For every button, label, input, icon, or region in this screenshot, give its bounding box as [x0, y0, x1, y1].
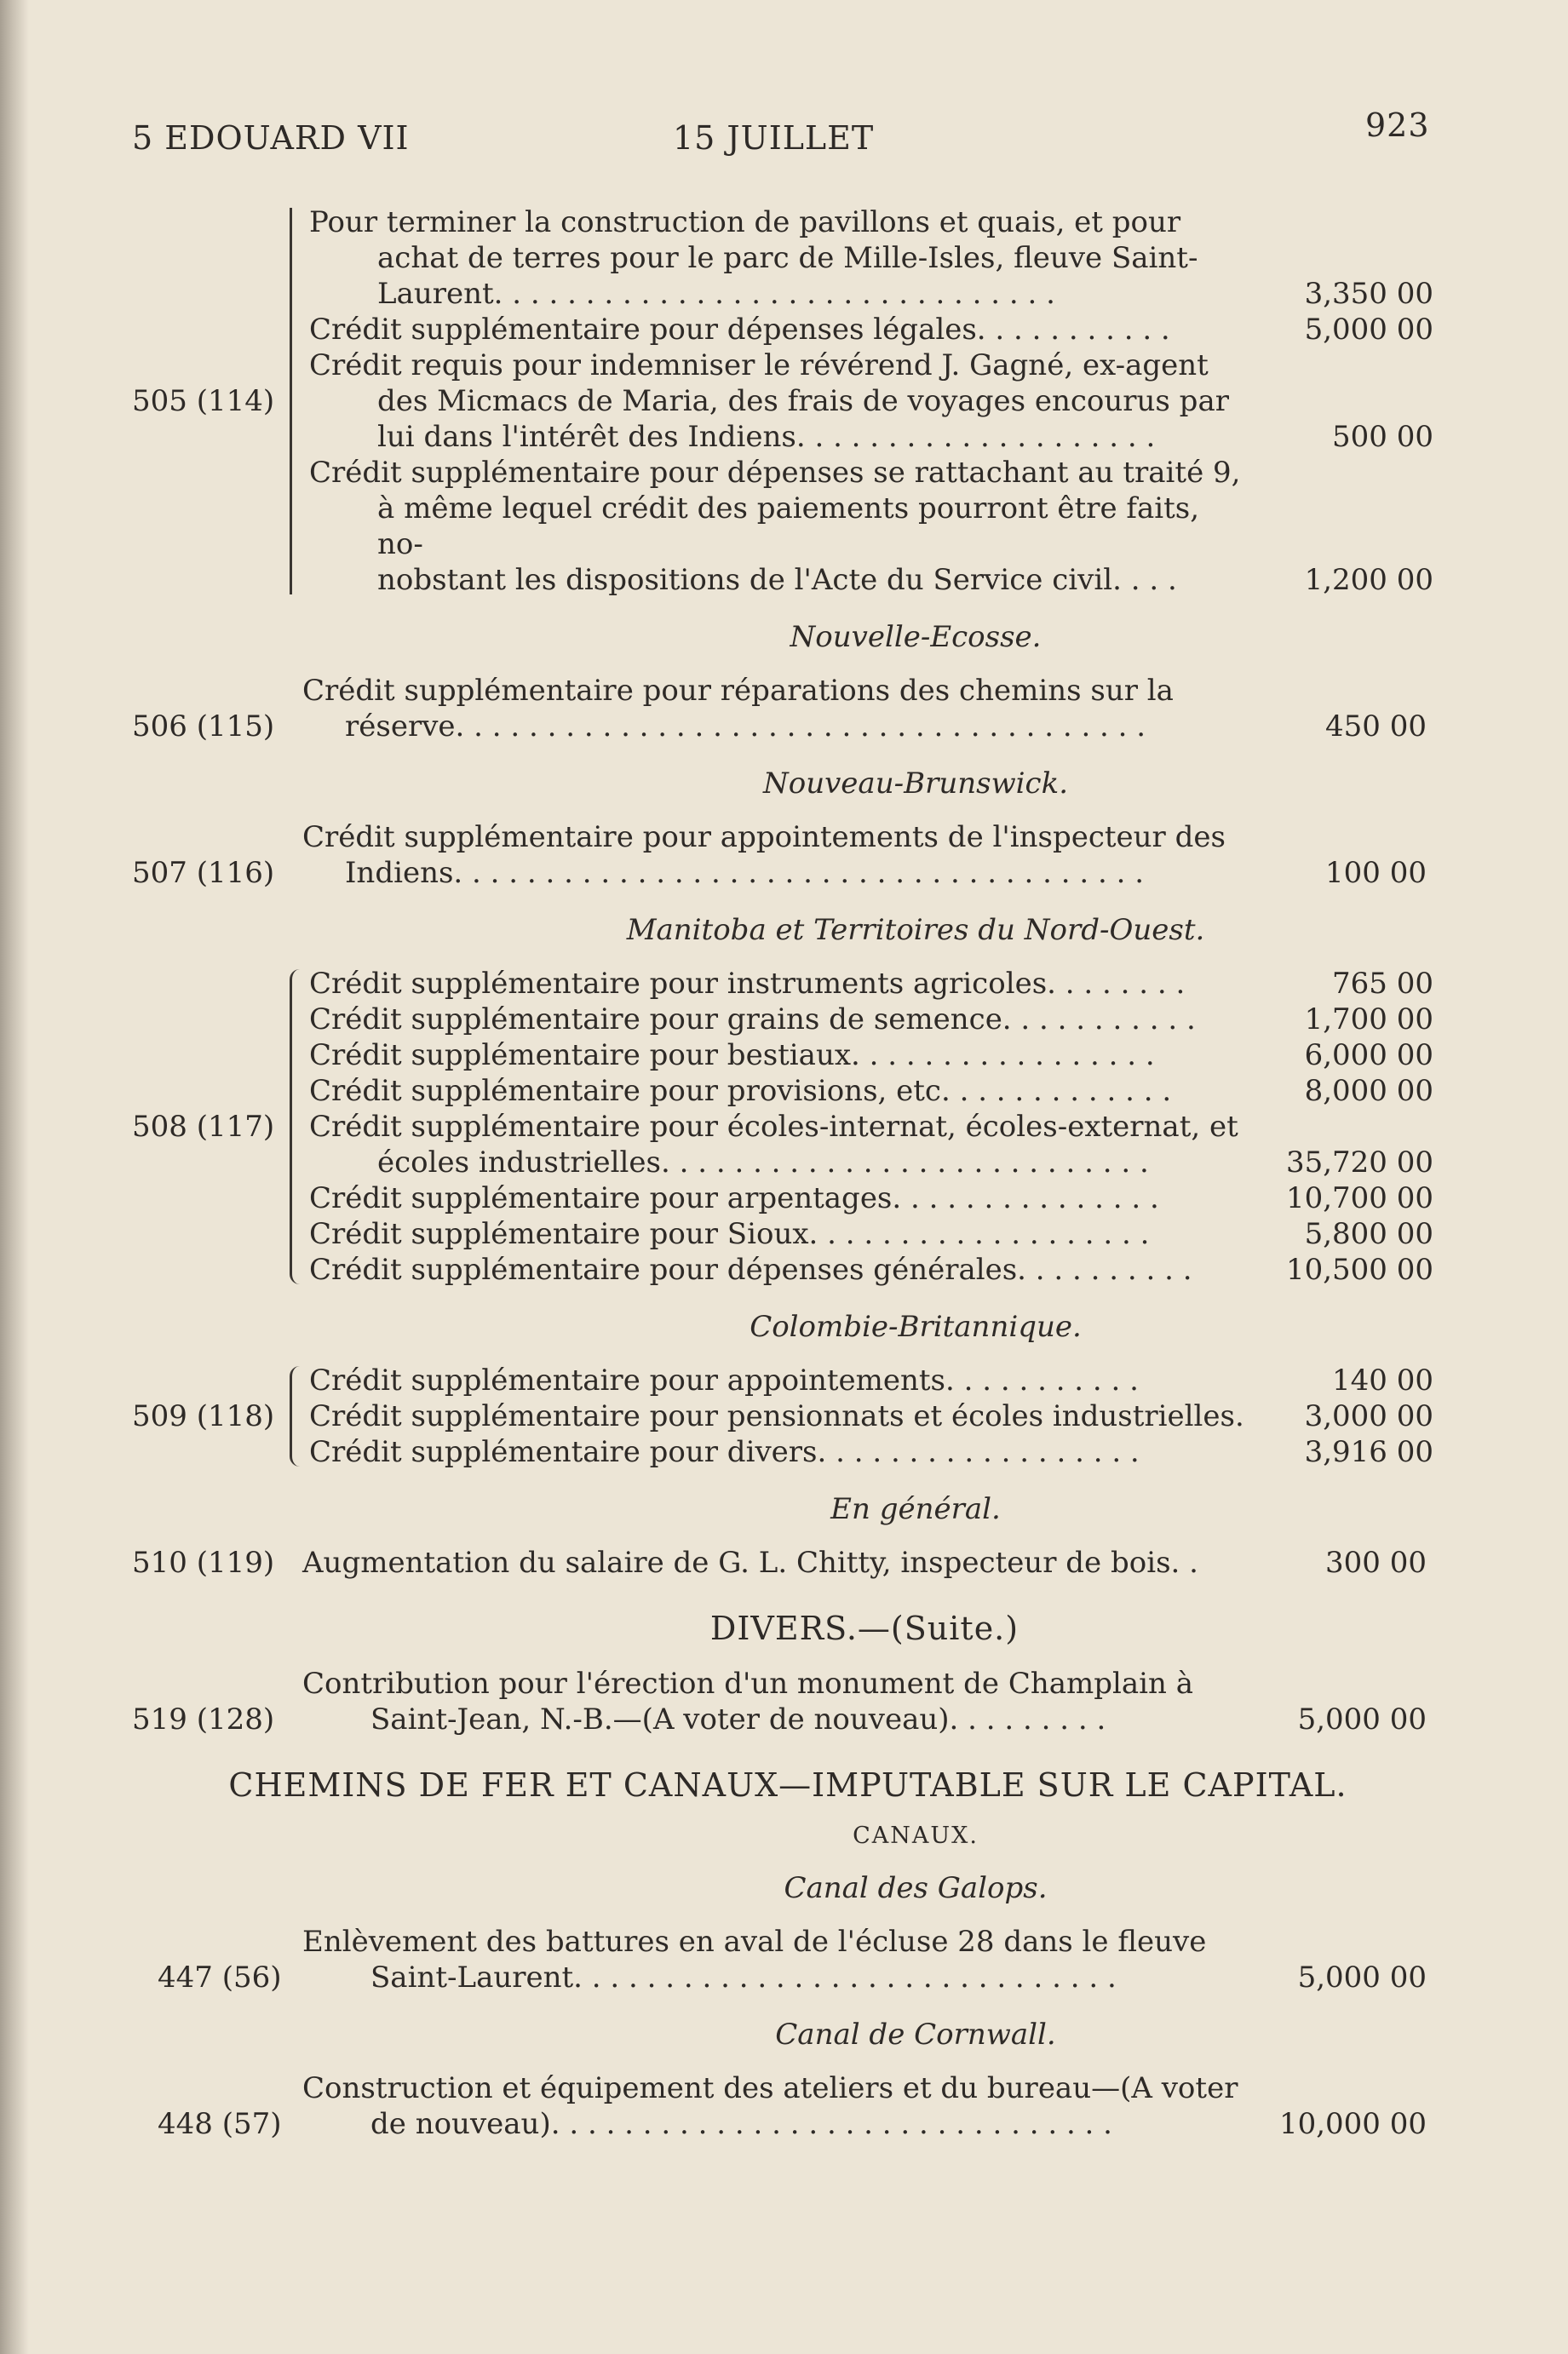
brace — [290, 1366, 304, 1467]
item-text: écoles industrielles. . . . . . . . . . . . . . . . . . . . . . . . . . . — [377, 1145, 1149, 1180]
list-item — [309, 1398, 1444, 1434]
item-amount: 10,000 00 — [1278, 2107, 1427, 2141]
brace — [290, 969, 304, 1284]
list-item — [309, 1109, 1444, 1180]
item-text: Indiens. . . . . . . . . . . . . . . . . . . . . . . . . . . . . . . . . . . . . . — [345, 856, 1145, 890]
item-text: nobstant les dispositions de l'Acte du Service civil. . . . — [377, 563, 1177, 597]
item-text: Crédit supplémentaire pour divers. . . . . . . . . . . . . . . . . . — [309, 1435, 1140, 1469]
list-item — [309, 1002, 1444, 1037]
entry-number: 448 (57) — [158, 2107, 282, 2141]
item-text: Crédit supplémentaire pour arpentages. . . . . . . . . . . . . . . — [309, 1181, 1159, 1215]
item-amount: 10,700 00 — [1285, 1181, 1433, 1215]
item-amount: 8,000 00 — [1304, 1074, 1433, 1108]
list-item — [309, 966, 1444, 1002]
section-title: En général. — [830, 1492, 1001, 1526]
item-text: Crédit supplémentaire pour dépenses se rattachant au traité 9, — [309, 456, 1241, 490]
list-item — [309, 347, 1444, 455]
item-amount: 3,350 00 — [1304, 277, 1433, 311]
item-text: Crédit supplémentaire pour pensionnats et écoles industrielles. — [309, 1399, 1244, 1433]
entry-519 — [132, 1666, 1444, 1737]
section-title: Manitoba et Territoires du Nord-Ouest. — [626, 913, 1205, 947]
entry-items — [309, 1363, 1444, 1470]
item-text: Augmentation du salaire de G. L. Chitty, inspecteur de bois. . — [302, 1546, 1198, 1580]
entry-items — [309, 966, 1444, 1288]
entry-number: 508 (117) — [132, 1110, 275, 1144]
item-amount: 35,720 00 — [1285, 1145, 1433, 1180]
section-title: Canal des Galops. — [784, 1871, 1048, 1905]
item-amount: 5,000 00 — [1304, 313, 1433, 347]
item-amount: 3,000 00 — [1304, 1399, 1433, 1433]
item-text: à même lequel crédit des paiements pourront être faits, no- — [377, 491, 1200, 561]
item-text: Crédit supplémentaire pour bestiaux. . . . . . . . . . . . . . . . . — [309, 1038, 1155, 1072]
entry-number: 509 (118) — [132, 1399, 275, 1433]
entry-508 — [132, 966, 1444, 1288]
list-item — [309, 204, 1444, 312]
item-text: Enlèvement des battures en aval de l'écluse 28 dans le fleuve — [302, 1925, 1207, 1959]
item-text: Pour terminer la construction de pavillons et quais, et pour — [309, 205, 1181, 239]
item-text: Crédit supplémentaire pour provisions, etc. . . . . . . . . . . . . — [309, 1074, 1172, 1108]
list-item — [309, 1037, 1444, 1073]
item-amount: 5,800 00 — [1304, 1217, 1433, 1251]
item-amount: 300 00 — [1325, 1546, 1427, 1580]
item-text: Crédit requis pour indemniser le révérend J. Gagné, ex-agent — [309, 348, 1209, 382]
item-amount: 5,000 00 — [1297, 1702, 1427, 1737]
entry-number: 510 (119) — [132, 1546, 275, 1580]
item-text: Crédit supplémentaire pour dépenses légales. . . . . . . . . . . — [309, 313, 1170, 347]
item-text: Crédit supplémentaire pour réparations des chemins sur la — [302, 674, 1174, 708]
section-heading: DIVERS.—(Suite.) — [709, 1610, 1019, 1647]
entry-number: 507 (116) — [132, 856, 275, 890]
section-title: Nouveau-Brunswick. — [762, 766, 1068, 801]
item-amount: 5,000 00 — [1297, 1961, 1427, 1995]
item-amount: 10,500 00 — [1285, 1253, 1433, 1287]
entry-509 — [132, 1363, 1444, 1470]
item-text: Crédit supplémentaire pour écoles-internat, écoles-externat, et — [309, 1110, 1238, 1144]
section-title: Canal de Cornwall. — [775, 2018, 1056, 2052]
page-content — [132, 204, 1444, 2142]
chapter-heading: CHEMINS DE FER ET CANAUX—IMPUTABLE SUR LE CAPITAL. — [228, 1766, 1347, 1804]
list-item — [309, 455, 1444, 598]
item-text: Saint-Jean, N.-B.—(A voter de nouveau). . . . . . . . . — [370, 1702, 1106, 1737]
item-amount: 1,200 00 — [1304, 563, 1433, 597]
item-text: Crédit supplémentaire pour dépenses générales. . . . . . . . . . — [309, 1253, 1192, 1287]
list-item — [309, 1363, 1444, 1398]
header-left: 5 EDOUARD VII — [132, 119, 410, 157]
list-item — [309, 1180, 1444, 1216]
entry-510 — [132, 1545, 1444, 1581]
entry-items — [309, 204, 1444, 598]
section-title: Nouvelle-Ecosse. — [790, 620, 1042, 654]
item-amount: 1,700 00 — [1304, 1002, 1433, 1036]
item-text: Crédit supplémentaire pour appointements. . . . . . . . . . . — [309, 1364, 1139, 1398]
subheading: CANAUX. — [853, 1823, 979, 1849]
item-text: lui dans l'intérêt des Indiens. . . . . . . . . . . . . . . . . . . . — [377, 420, 1156, 454]
item-text: Construction et équipement des ateliers et du bureau—(A voter — [302, 2071, 1238, 2105]
item-amount: 500 00 — [1332, 420, 1433, 454]
item-amount: 3,916 00 — [1304, 1435, 1433, 1469]
list-item — [309, 1252, 1444, 1288]
item-text: Crédit supplémentaire pour instruments agricoles. . . . . . . . — [309, 967, 1186, 1001]
item-text: des Micmacs de Maria, des frais de voyages encourus par — [377, 384, 1229, 418]
item-text: Crédit supplémentaire pour appointements de l'inspecteur des — [302, 820, 1226, 854]
entry-507 — [132, 819, 1444, 891]
list-item — [309, 312, 1444, 347]
item-amount: 6,000 00 — [1304, 1038, 1433, 1072]
item-amount: 765 00 — [1332, 967, 1433, 1001]
entry-505 — [132, 204, 1444, 598]
item-amount: 100 00 — [1325, 856, 1427, 890]
item-text: réserve. . . . . . . . . . . . . . . . . . . . . . . . . . . . . . . . . . . . . . — [345, 709, 1146, 744]
item-text: Crédit supplémentaire pour Sioux. . . . . . . . . . . . . . . . . . . — [309, 1217, 1150, 1251]
entry-447 — [132, 1924, 1444, 1995]
list-item — [309, 1216, 1444, 1252]
page-number: 923 — [1365, 106, 1430, 144]
brace — [290, 208, 304, 594]
entry-number: 519 (128) — [132, 1702, 275, 1737]
item-amount: 140 00 — [1332, 1364, 1433, 1398]
entry-number: 447 (56) — [158, 1961, 282, 1995]
item-amount: 450 00 — [1325, 709, 1427, 744]
list-item — [309, 1434, 1444, 1470]
entry-number: 506 (115) — [132, 709, 275, 744]
item-text: Crédit supplémentaire pour grains de semence. . . . . . . . . . . — [309, 1002, 1196, 1036]
list-item — [309, 1073, 1444, 1109]
entry-number: 505 (114) — [132, 384, 275, 418]
item-text: Saint-Laurent. . . . . . . . . . . . . . . . . . . . . . . . . . . . . . — [370, 1961, 1117, 1995]
section-title: Colombie-Britannique. — [750, 1310, 1082, 1344]
item-text: Contribution pour l'érection d'un monument de Champlain à — [302, 1667, 1194, 1701]
entry-506 — [132, 673, 1444, 744]
header-date: 15 JUILLET — [673, 119, 875, 157]
item-text: achat de terres pour le parc de Mille-Isles, fleuve Saint- — [377, 241, 1198, 275]
item-text: Laurent. . . . . . . . . . . . . . . . . . . . . . . . . . . . . . . — [377, 277, 1055, 311]
entry-448 — [132, 2070, 1444, 2142]
item-text: de nouveau). . . . . . . . . . . . . . . . . . . . . . . . . . . . . . . — [370, 2107, 1112, 2141]
